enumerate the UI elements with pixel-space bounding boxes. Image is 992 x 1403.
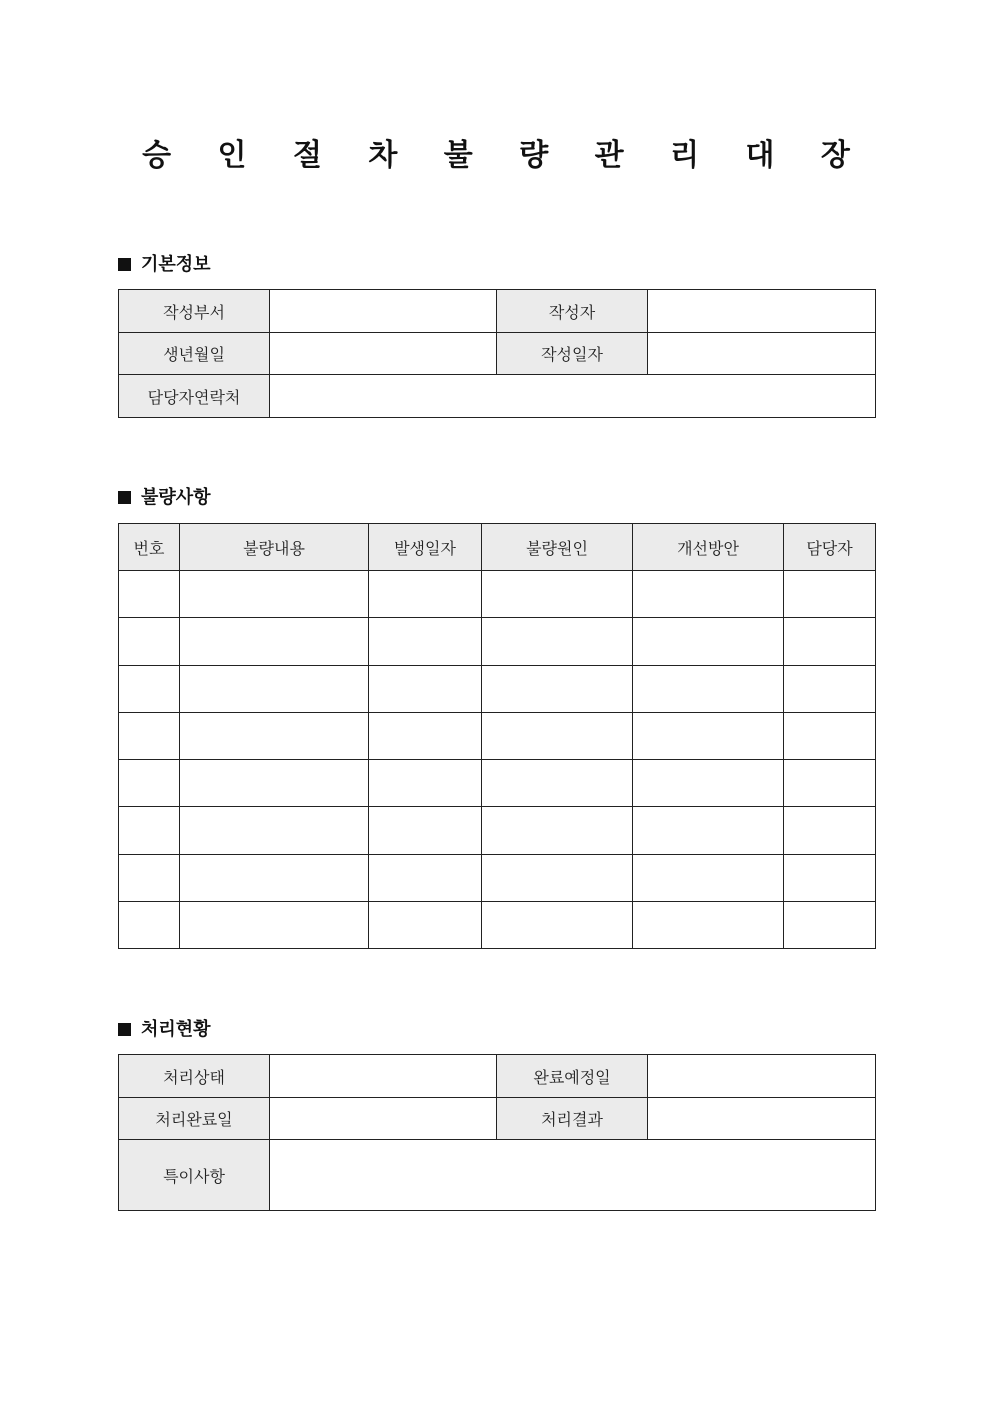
cell-no[interactable]	[119, 855, 180, 902]
cell-occur-date[interactable]	[369, 760, 482, 807]
table-row	[119, 666, 876, 713]
square-bullet-icon	[118, 258, 131, 271]
field-result[interactable]	[648, 1098, 876, 1140]
cell-improvement[interactable]	[633, 760, 784, 807]
cell-content[interactable]	[180, 713, 369, 760]
cell-manager[interactable]	[784, 807, 876, 855]
cell-cause[interactable]	[482, 713, 633, 760]
square-bullet-icon	[118, 491, 131, 504]
label-status: 처리상태	[119, 1055, 270, 1098]
cell-occur-date[interactable]	[369, 807, 482, 855]
cell-cause[interactable]	[482, 666, 633, 713]
cell-manager[interactable]	[784, 571, 876, 618]
cell-occur-date[interactable]	[369, 666, 482, 713]
table-row	[119, 713, 876, 760]
cell-manager[interactable]	[784, 760, 876, 807]
col-header-occur-date: 발생일자	[369, 524, 482, 571]
basic-info-table	[118, 289, 876, 418]
label-contact: 담당자연락처	[119, 375, 270, 418]
col-header-no: 번호	[119, 524, 180, 571]
section-heading-defects-label: 불량사항	[141, 487, 211, 508]
cell-no[interactable]	[119, 807, 180, 855]
field-done-date[interactable]	[270, 1098, 497, 1140]
cell-no[interactable]	[119, 760, 180, 807]
cell-improvement[interactable]	[633, 618, 784, 666]
section-heading-defects	[118, 486, 211, 510]
cell-occur-date[interactable]	[369, 902, 482, 949]
label-date: 작성일자	[497, 333, 648, 375]
col-header-cause: 불량원인	[482, 524, 633, 571]
square-bullet-icon	[118, 1023, 131, 1036]
table-row	[119, 807, 876, 855]
cell-improvement[interactable]	[633, 713, 784, 760]
page-title: 승 인 절 차 불 량 관 리 대 장	[142, 138, 868, 173]
cell-occur-date[interactable]	[369, 713, 482, 760]
table-row	[119, 760, 876, 807]
label-done-date: 처리완료일	[119, 1098, 270, 1140]
section-heading-basic-label: 기본정보	[141, 254, 211, 275]
section-heading-processing	[118, 1018, 211, 1042]
field-remarks[interactable]	[270, 1140, 876, 1211]
table-row	[119, 571, 876, 618]
cell-improvement[interactable]	[633, 902, 784, 949]
table-row	[119, 902, 876, 949]
cell-manager[interactable]	[784, 666, 876, 713]
cell-improvement[interactable]	[633, 807, 784, 855]
section-heading-basic	[118, 253, 211, 277]
cell-occur-date[interactable]	[369, 618, 482, 666]
cell-cause[interactable]	[482, 571, 633, 618]
field-dept[interactable]	[270, 290, 497, 333]
cell-cause[interactable]	[482, 618, 633, 666]
field-writer[interactable]	[648, 290, 876, 333]
field-birth[interactable]	[270, 333, 497, 375]
cell-improvement[interactable]	[633, 571, 784, 618]
label-writer: 작성자	[497, 290, 648, 333]
cell-improvement[interactable]	[633, 666, 784, 713]
col-header-manager: 담당자	[784, 524, 876, 571]
cell-no[interactable]	[119, 571, 180, 618]
cell-no[interactable]	[119, 713, 180, 760]
field-due[interactable]	[648, 1055, 876, 1098]
cell-manager[interactable]	[784, 855, 876, 902]
label-result: 처리결과	[497, 1098, 648, 1140]
field-date[interactable]	[648, 333, 876, 375]
cell-content[interactable]	[180, 902, 369, 949]
label-birth: 생년월일	[119, 333, 270, 375]
section-heading-processing-label: 처리현황	[141, 1019, 211, 1040]
table-row	[119, 618, 876, 666]
label-dept: 작성부서	[119, 290, 270, 333]
defects-header-row	[119, 524, 876, 571]
col-header-content: 불량내용	[180, 524, 369, 571]
cell-content[interactable]	[180, 855, 369, 902]
cell-content[interactable]	[180, 618, 369, 666]
cell-no[interactable]	[119, 666, 180, 713]
cell-manager[interactable]	[784, 713, 876, 760]
cell-cause[interactable]	[482, 902, 633, 949]
cell-improvement[interactable]	[633, 855, 784, 902]
cell-cause[interactable]	[482, 855, 633, 902]
cell-no[interactable]	[119, 902, 180, 949]
cell-cause[interactable]	[482, 807, 633, 855]
cell-cause[interactable]	[482, 760, 633, 807]
processing-table	[118, 1054, 876, 1211]
cell-occur-date[interactable]	[369, 855, 482, 902]
cell-content[interactable]	[180, 666, 369, 713]
cell-manager[interactable]	[784, 618, 876, 666]
field-status[interactable]	[270, 1055, 497, 1098]
cell-occur-date[interactable]	[369, 571, 482, 618]
label-due: 완료예정일	[497, 1055, 648, 1098]
cell-content[interactable]	[180, 807, 369, 855]
cell-no[interactable]	[119, 618, 180, 666]
table-row	[119, 855, 876, 902]
field-contact[interactable]	[270, 375, 876, 418]
col-header-improvement: 개선방안	[633, 524, 784, 571]
cell-content[interactable]	[180, 571, 369, 618]
defects-table	[118, 523, 876, 949]
label-remarks: 특이사항	[119, 1140, 270, 1211]
cell-content[interactable]	[180, 760, 369, 807]
cell-manager[interactable]	[784, 902, 876, 949]
